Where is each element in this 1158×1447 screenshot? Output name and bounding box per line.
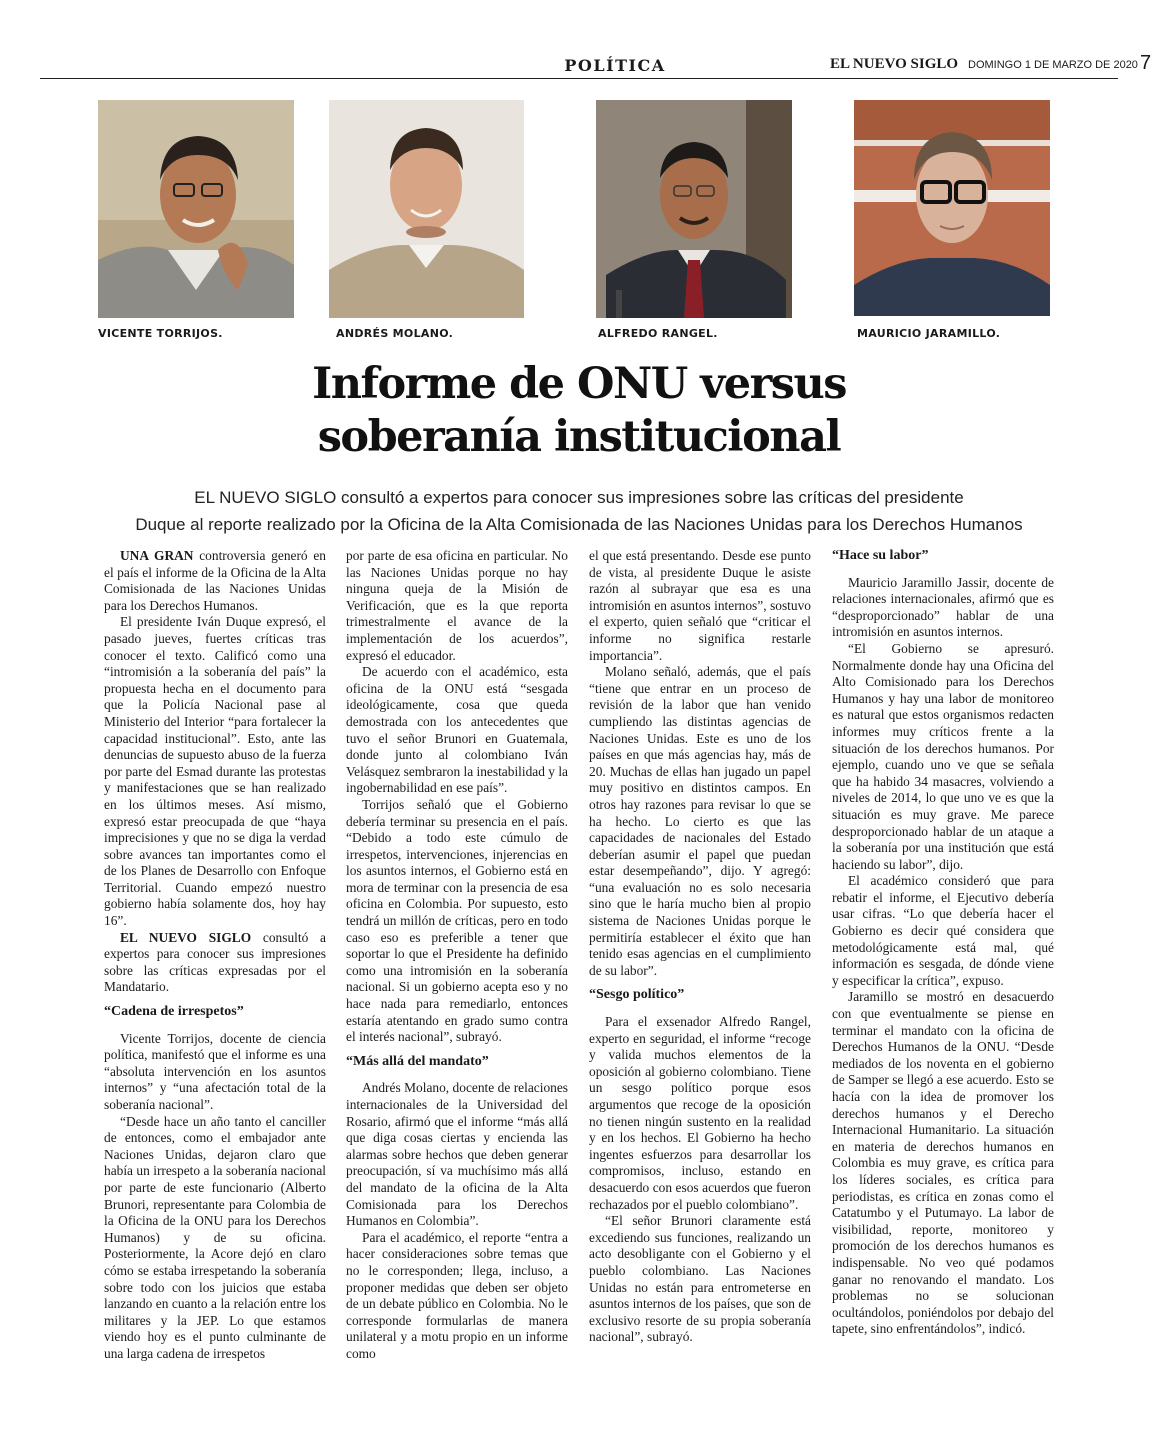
paragraph: el que está presentando. Desde ese punto de vista, al presidente Duque le asiste razón al subrayar que esa es una intromisión en asuntos internos”, sostuvo el experto, quien señaló que “criticar el informe no significa restarle importancia”. [589,548,811,663]
lead-words: UNA GRAN [120,548,194,563]
subheadline-line-2: Duque al reporte realizado por la Oficina de la Alta Comisionada de las Naciones Unidas para los Derechos Humanos [135,515,1023,534]
page-header [40,52,1152,79]
photo-alfredo-rangel [596,100,792,318]
paragraph: Mauricio Jaramillo Jassir, docente de relaciones internacionales, afirmó que es “desproporcionado” hablar de una intromisión en asuntos internos. [832,574,1054,640]
article-column-4 [832,548,1054,1338]
article-column-1 [104,548,326,1363]
paragraph: Para el académico, el reporte “entra a hacer consideraciones sobre temas que no le corresponden; llega, incluso, a proponer medidas que deben ser objeto de un debate público en Colombia. No le corresponde formularlas de manera unilateral y a motu propio en un informe como [346,1229,568,1361]
newspaper-masthead: EL NUEVO SIGLO [830,56,959,72]
headline-line-2: soberanía institucional [317,412,841,462]
section-label: POLÍTICA [564,56,666,75]
paragraph: EL NUEVO SIGLO consultó a expertos para conocer sus impresiones sobre las críticas expresadas por el Mandatario. [104,929,326,995]
section-subhead: “Sesgo político” [589,987,685,1003]
photo-vicente-torrijos [98,100,294,318]
paragraph: De acuerdo con el académico, esta oficina de la ONU está “sesgada ideológicamente, cosa que queda demostrada con los antecedentes que tuvo el señor Brunori en Guatemala, donde junto al colombiano Iván Velásquez sembraron la inestabilidad y la ingobernabilidad en ese país”. [346,664,568,796]
subheadline-line-1: EL NUEVO SIGLO consultó a expertos para conocer sus impresiones sobre las críticas del presidente [194,488,964,507]
caption-andres-molano: ANDRÉS MOLANO. [336,327,454,340]
paragraph: Molano señaló, además, que el país “tiene que entrar en un proceso de revisión de la labor que han venido cumpliendo las distintas agencias de Naciones Unidas. Este es uno de los países en que más agencias hay, más de 20. Muchas de ellas han jugado un papel muy positivo en distintos campos. En otros hay razones para revisar lo que se ha hecho. Lo cierto es que las capacidades de nacionales del Estado deberían asumir el papel que puedan estar desempeñando”, dijo. Y agregó: “una evaluación no es solo necesaria sino que le haría mucho bien al propio sistema de Naciones Unidas porque le permitiría establecer el éxito que han tenido esas agencias en el cumplimiento de su labor”. [589,664,811,978]
caption-vicente-torrijos: VICENTE TORRIJOS. [98,327,223,340]
paragraph: Para el exsenador Alfredo Rangel, experto en seguridad, el informe “recoge y valida muchos elementos de la oposición al gobierno colombiano. Tiene un sesgo político porque esos argumentos que recoge de la oposición no tienen ningún sustento en la realidad y en los hechos. El Gobierno ha hecho ingentes esfuerzos para desarrollar los compromisos, incluso, estando en desacuerdo con esos acuerdos que fueron rechazados por el pueblo colombiano”. [589,1014,811,1212]
photo-andres-molano [329,100,524,318]
headline-line-1: Informe de ONU versus [312,359,846,409]
paragraph: “El señor Brunori claramente está excediendo sus funciones, realizando un acto desobligante con el Gobierno y el pueblo colombiano. Las Naciones Unidas no están para entrometerse en asuntos internos de los países, que son de exclusivo resorte de su propia soberanía nacional”, subrayó. [589,1213,811,1345]
article-column-3 [589,548,811,1346]
paragraph: El presidente Iván Duque expresó, el pasado jueves, fuertes críticas tras conocer el texto. Calificó como una “intromisión a la soberanía del país” la propuesta hecha en el documento para que la Policía Nacional pase al Ministerio del Interior “para fortalecer la capacidad institucional”. Esto, ante las denuncias de supuesto abuso de la fuerza por parte del Esmad durante las protestas y manifestaciones que se han realizado en los últimos meses. Así mismo, expresó estar preocupada de que “haya imprecisiones y que no se diga la verdad sobre avances tan importantes como el de los Planes de Desarrollo con Enfoque Territorial. Cuando empezó nuestro gobierno había solamente dos, hoy hay 16”. [104,614,326,929]
paragraph: Vicente Torrijos, docente de ciencia política, manifestó que el informe es una “absoluta intervención en los asuntos internos” y “una afectación total de la soberanía nacional”. [104,1030,326,1112]
paragraph: UNA GRAN controversia generó en el país el informe de la Oficina de la Alta Comisionada de las Naciones Unidas para los Derechos Humanos. [104,548,327,613]
caption-alfredo-rangel: ALFREDO RANGEL. [598,327,718,340]
paragraph: Torrijos señaló que el Gobierno debería terminar su presencia en el país. “Debido a todo este cúmulo de irrespetos, intervenciones, injerencias en los asuntos internos, el Gobierno está en mora de terminar con la presencia de esa oficina en Colombia. Por supuesto, esto tendrá un millón de críticas, pero en todo caso eso es preferible a tener que soportar lo que el Presidente ha definido como una intromisión en la soberanía nacional. Si un gobierno acepta eso y no hace nada para remediarlo, entonces estaría atentando en grado sumo contra el interés nacional”, subrayó. [346,796,568,1045]
paragraph: “El Gobierno se apresuró. Normalmente donde hay una Oficina del Alto Comisionado para los Derechos Humanos y hay una labor de monitoreo es natural que estos organismos redacten informes muy críticos frente a la situación de los derechos humanos. Por ejemplo, cuando uno ve que se señala que ha habido 34 masacres, volviendo a niveles de 2014, lo que uno ve es que la situación es muy grave. Me parece desproporcionado hablar de un ataque a la soberanía por una institución que está haciendo su labor”, dijo. [832,640,1054,872]
subheadline [40,484,1118,538]
caption-mauricio-jaramillo: MAURICIO JARAMILLO. [857,327,1001,340]
page-number: 7 [1140,52,1152,74]
issue-date: DOMINGO 1 DE MARZO DE 2020 [968,59,1138,71]
section-subhead: “Cadena de irrespetos” [104,1004,244,1020]
article-column-2 [346,548,568,1363]
headline [140,358,1018,464]
paragraph: “Desde hace un año tanto el canciller de entonces, como el embajador ante Naciones Unidas, dejaron claro que había un irrespeto a la soberanía nacional por parte de este funcionario (Alberto Brunori, representante para Colombia de la Oficina de la ONU para los Derechos Humanos) y de su oficina. Posteriormente, la Acore dejó en claro cómo se estaba irrespetando la soberanía sobre todo con los juicios que estaba lanzando en cuanto a la relación entre los militares y la JEP. Lo que estamos viendo hoy es el punto culminante de una larga cadena de irrespetos [104,1113,326,1361]
section-subhead: “Hace su labor” [832,548,929,563]
photo-mauricio-jaramillo [854,100,1050,316]
paragraph: Jaramillo se mostró en desacuerdo con que eventualmente se piense en terminar el mandato con la oficina de Derechos Humanos de la ONU. “Desde mediados de los noventa en el gobierno de Samper se llegó a ese acuerdo. Esto se hacía con la idea de promover los derechos humanos y el Derecho Internacional Humanitario. La situación en materia de derechos humanos en Colombia es muy grave, es crítica para los líderes sociales, es crítica para periodistas, es crítica en zonas como el Catatumbo y el Putumayo. La labor de visibilidad, reporte, monitoreo y promoción de los derechos humanos es indispensable. No veo qué podamos ganar no renovando el mandato. Los problemas no se solucionan ocultándolos, poniéndolos por debajo del tapete, sino enfrentándolos”, indicó. [832,989,1054,1337]
section-subhead: “Más allá del mandato” [346,1053,489,1069]
paragraph: por parte de esa oficina en particular. No las Naciones Unidas porque no hay ninguna queja de la Misión de Verificación, que es la que reporta trimestralmente el avance de la implementación de los acuerdos”, expresó el educador. [346,548,568,663]
lead-words: EL NUEVO SIGLO [120,929,252,945]
paragraph: El académico consideró que para rebatir el informe, el Ejecutivo debería usar cifras. “Lo que debería hacer el Gobierno es decir qué considera que metodológicamente está mal, qué información es sesgada, de dónde viene y especificar la crítica”, expuso. [832,873,1054,988]
paragraph: Andrés Molano, docente de relaciones internacionales de la Universidad del Rosario, afirmó que el informe “más allá que diga cosas ciertas y encienda las alarmas sobre hechos que deben generar preocupación, sí va muchísimo más allá del mandato de la oficina de la Alta Comisionada para los Derechos Humanos en Colombia”. [346,1080,568,1229]
